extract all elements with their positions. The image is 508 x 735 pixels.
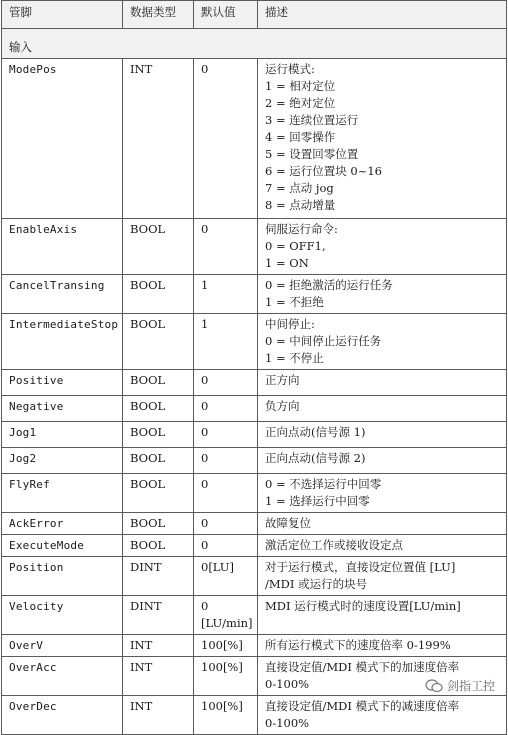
default-line: [LU/min] (201, 616, 253, 630)
header-description: 描述 (258, 1, 507, 29)
parameter-table (1, 0, 507, 735)
default-line: 0 (201, 222, 209, 236)
description (258, 596, 507, 635)
description-line: 直接设定值/MDI 模式下的减速度倍率 (265, 699, 460, 713)
description-line: 1 = 不拒绝 (265, 295, 324, 309)
wechat-icon (425, 679, 443, 693)
default-value (194, 448, 258, 474)
pin-name: CancelTransing (2, 275, 123, 314)
default-line: 0 (201, 62, 209, 76)
data-type: BOOL (123, 474, 194, 513)
description-line: 0-100% (265, 716, 310, 730)
table-row (2, 535, 507, 557)
header-type: 数据类型 (123, 1, 194, 29)
data-type: DINT (123, 557, 194, 596)
default-value (194, 557, 258, 596)
section-row (2, 29, 507, 59)
pin-name: Jog2 (2, 448, 123, 474)
description-line: 所有运行模式下的速度倍率 0-199% (265, 638, 451, 652)
default-value (194, 275, 258, 314)
table-row (2, 474, 507, 513)
description-line: 伺服运行命令: (265, 222, 338, 236)
table-row (2, 370, 507, 396)
description-line: 0 = 中间停止运行任务 (265, 334, 382, 348)
data-type: BOOL (123, 448, 194, 474)
table-row (2, 422, 507, 448)
default-value (194, 370, 258, 396)
description (258, 219, 507, 275)
data-type: BOOL (123, 535, 194, 557)
table-row (2, 596, 507, 635)
description-line: 运行模式: (265, 62, 315, 76)
description-line: 负方向 (265, 399, 300, 413)
pin-name: OverDec (2, 696, 123, 735)
table-row (2, 59, 507, 219)
description-line: 直接设定值/MDI 模式下的加速度倍率 (265, 660, 460, 674)
description-line: 正向点动(信号源 1) (265, 425, 366, 439)
default-value (194, 657, 258, 696)
header-pin: 管脚 (2, 1, 123, 29)
description-line: 7 = 点动 jog (265, 181, 334, 195)
pin-name: FlyRef (2, 474, 123, 513)
data-type: INT (123, 657, 194, 696)
table-row (2, 448, 507, 474)
description-line: 6 = 运行位置块 0~16 (265, 164, 383, 178)
default-value (194, 396, 258, 422)
description (258, 513, 507, 535)
pin-name: ModePos (2, 59, 123, 219)
description-line: 1 = 不停止 (265, 351, 324, 365)
default-line: 100[%] (201, 638, 243, 652)
table-header-row (2, 1, 507, 29)
table-row (2, 557, 507, 596)
default-value (194, 513, 258, 535)
default-line: 100[%] (201, 660, 243, 674)
data-type: BOOL (123, 513, 194, 535)
table-row (2, 513, 507, 535)
default-line: 0 (201, 373, 209, 387)
description-line: 对于运行模式，直接设定位置值 [LU] (265, 560, 456, 574)
description (258, 275, 507, 314)
table-row (2, 314, 507, 370)
data-type: BOOL (123, 275, 194, 314)
description-line: 0 = OFF1, (265, 239, 326, 253)
table-row (2, 696, 507, 735)
data-type: INT (123, 635, 194, 657)
table-row (2, 219, 507, 275)
default-value (194, 535, 258, 557)
description-line: 8 = 点动增量 (265, 198, 336, 212)
data-type: BOOL (123, 219, 194, 275)
data-type: DINT (123, 596, 194, 635)
table-row (2, 275, 507, 314)
data-type: INT (123, 696, 194, 735)
data-type: BOOL (123, 422, 194, 448)
default-line: 1 (201, 278, 209, 292)
header-default: 默认值 (194, 1, 258, 29)
description-line: 0 = 拒绝激活的运行任务 (265, 278, 393, 292)
pin-name: EnableAxis (2, 219, 123, 275)
description-line: 2 = 绝对定位 (265, 96, 336, 110)
description-line: 故障复位 (265, 516, 311, 530)
description-line: 中间停止: (265, 317, 315, 331)
description-line: 1 = 相对定位 (265, 79, 336, 93)
pin-name: OverV (2, 635, 123, 657)
description-line: 3 = 连续位置运行 (265, 113, 359, 127)
default-value (194, 596, 258, 635)
data-type: BOOL (123, 396, 194, 422)
description (258, 370, 507, 396)
description (258, 59, 507, 219)
default-value (194, 696, 258, 735)
default-value (194, 59, 258, 219)
description (258, 314, 507, 370)
description-line: 正方向 (265, 373, 300, 387)
description-line: 激活定位工作或接收设定点 (265, 538, 403, 552)
pin-name: Negative (2, 396, 123, 422)
default-line: 0 (201, 425, 209, 439)
table-row (2, 635, 507, 657)
description (258, 535, 507, 557)
description-line: 正向点动(信号源 2) (265, 451, 366, 465)
description (258, 422, 507, 448)
default-line: 1 (201, 317, 209, 331)
description-line: 1 = 选择运行中回零 (265, 494, 370, 508)
pin-name: AckError (2, 513, 123, 535)
data-type: BOOL (123, 370, 194, 396)
default-line: 0 (201, 516, 209, 530)
default-line: 100[%] (201, 699, 243, 713)
description (258, 474, 507, 513)
description-line: 5 = 设置回零位置 (265, 147, 359, 161)
description-line: 1 = ON (265, 256, 309, 270)
pin-name: OverAcc (2, 657, 123, 696)
description-line: /MDI 或运行的块号 (265, 577, 368, 591)
pin-name: ExecuteMode (2, 535, 123, 557)
table-row (2, 396, 507, 422)
watermark-text: 剑指工控 (446, 679, 495, 693)
default-value (194, 314, 258, 370)
description (258, 448, 507, 474)
pin-name: Velocity (2, 596, 123, 635)
description (258, 635, 507, 657)
description (258, 557, 507, 596)
description-line: 4 = 回零操作 (265, 130, 336, 144)
default-line: 0 (201, 538, 209, 552)
description (258, 396, 507, 422)
default-value (194, 635, 258, 657)
data-type: INT (123, 59, 194, 219)
default-value (194, 219, 258, 275)
default-value (194, 474, 258, 513)
pin-name: Positive (2, 370, 123, 396)
description-line: MDI 运行模式时的速度设置[LU/min] (265, 599, 461, 613)
default-value (194, 422, 258, 448)
default-line: 0 (201, 399, 209, 413)
watermark (422, 676, 498, 695)
pin-name: IntermediateStop (2, 314, 123, 370)
section-label: 输入 (2, 29, 507, 59)
data-type: BOOL (123, 314, 194, 370)
default-line: 0[LU] (201, 560, 234, 574)
pin-name: Position (2, 557, 123, 596)
description-line: 0 = 不选择运行中回零 (265, 477, 382, 491)
pin-name: Jog1 (2, 422, 123, 448)
table-body (2, 29, 507, 735)
description-line: 0-100% (265, 677, 310, 691)
default-line: 0 (201, 477, 209, 491)
description (258, 696, 507, 735)
default-line: 0 (201, 451, 209, 465)
default-line: 0 (201, 599, 209, 613)
